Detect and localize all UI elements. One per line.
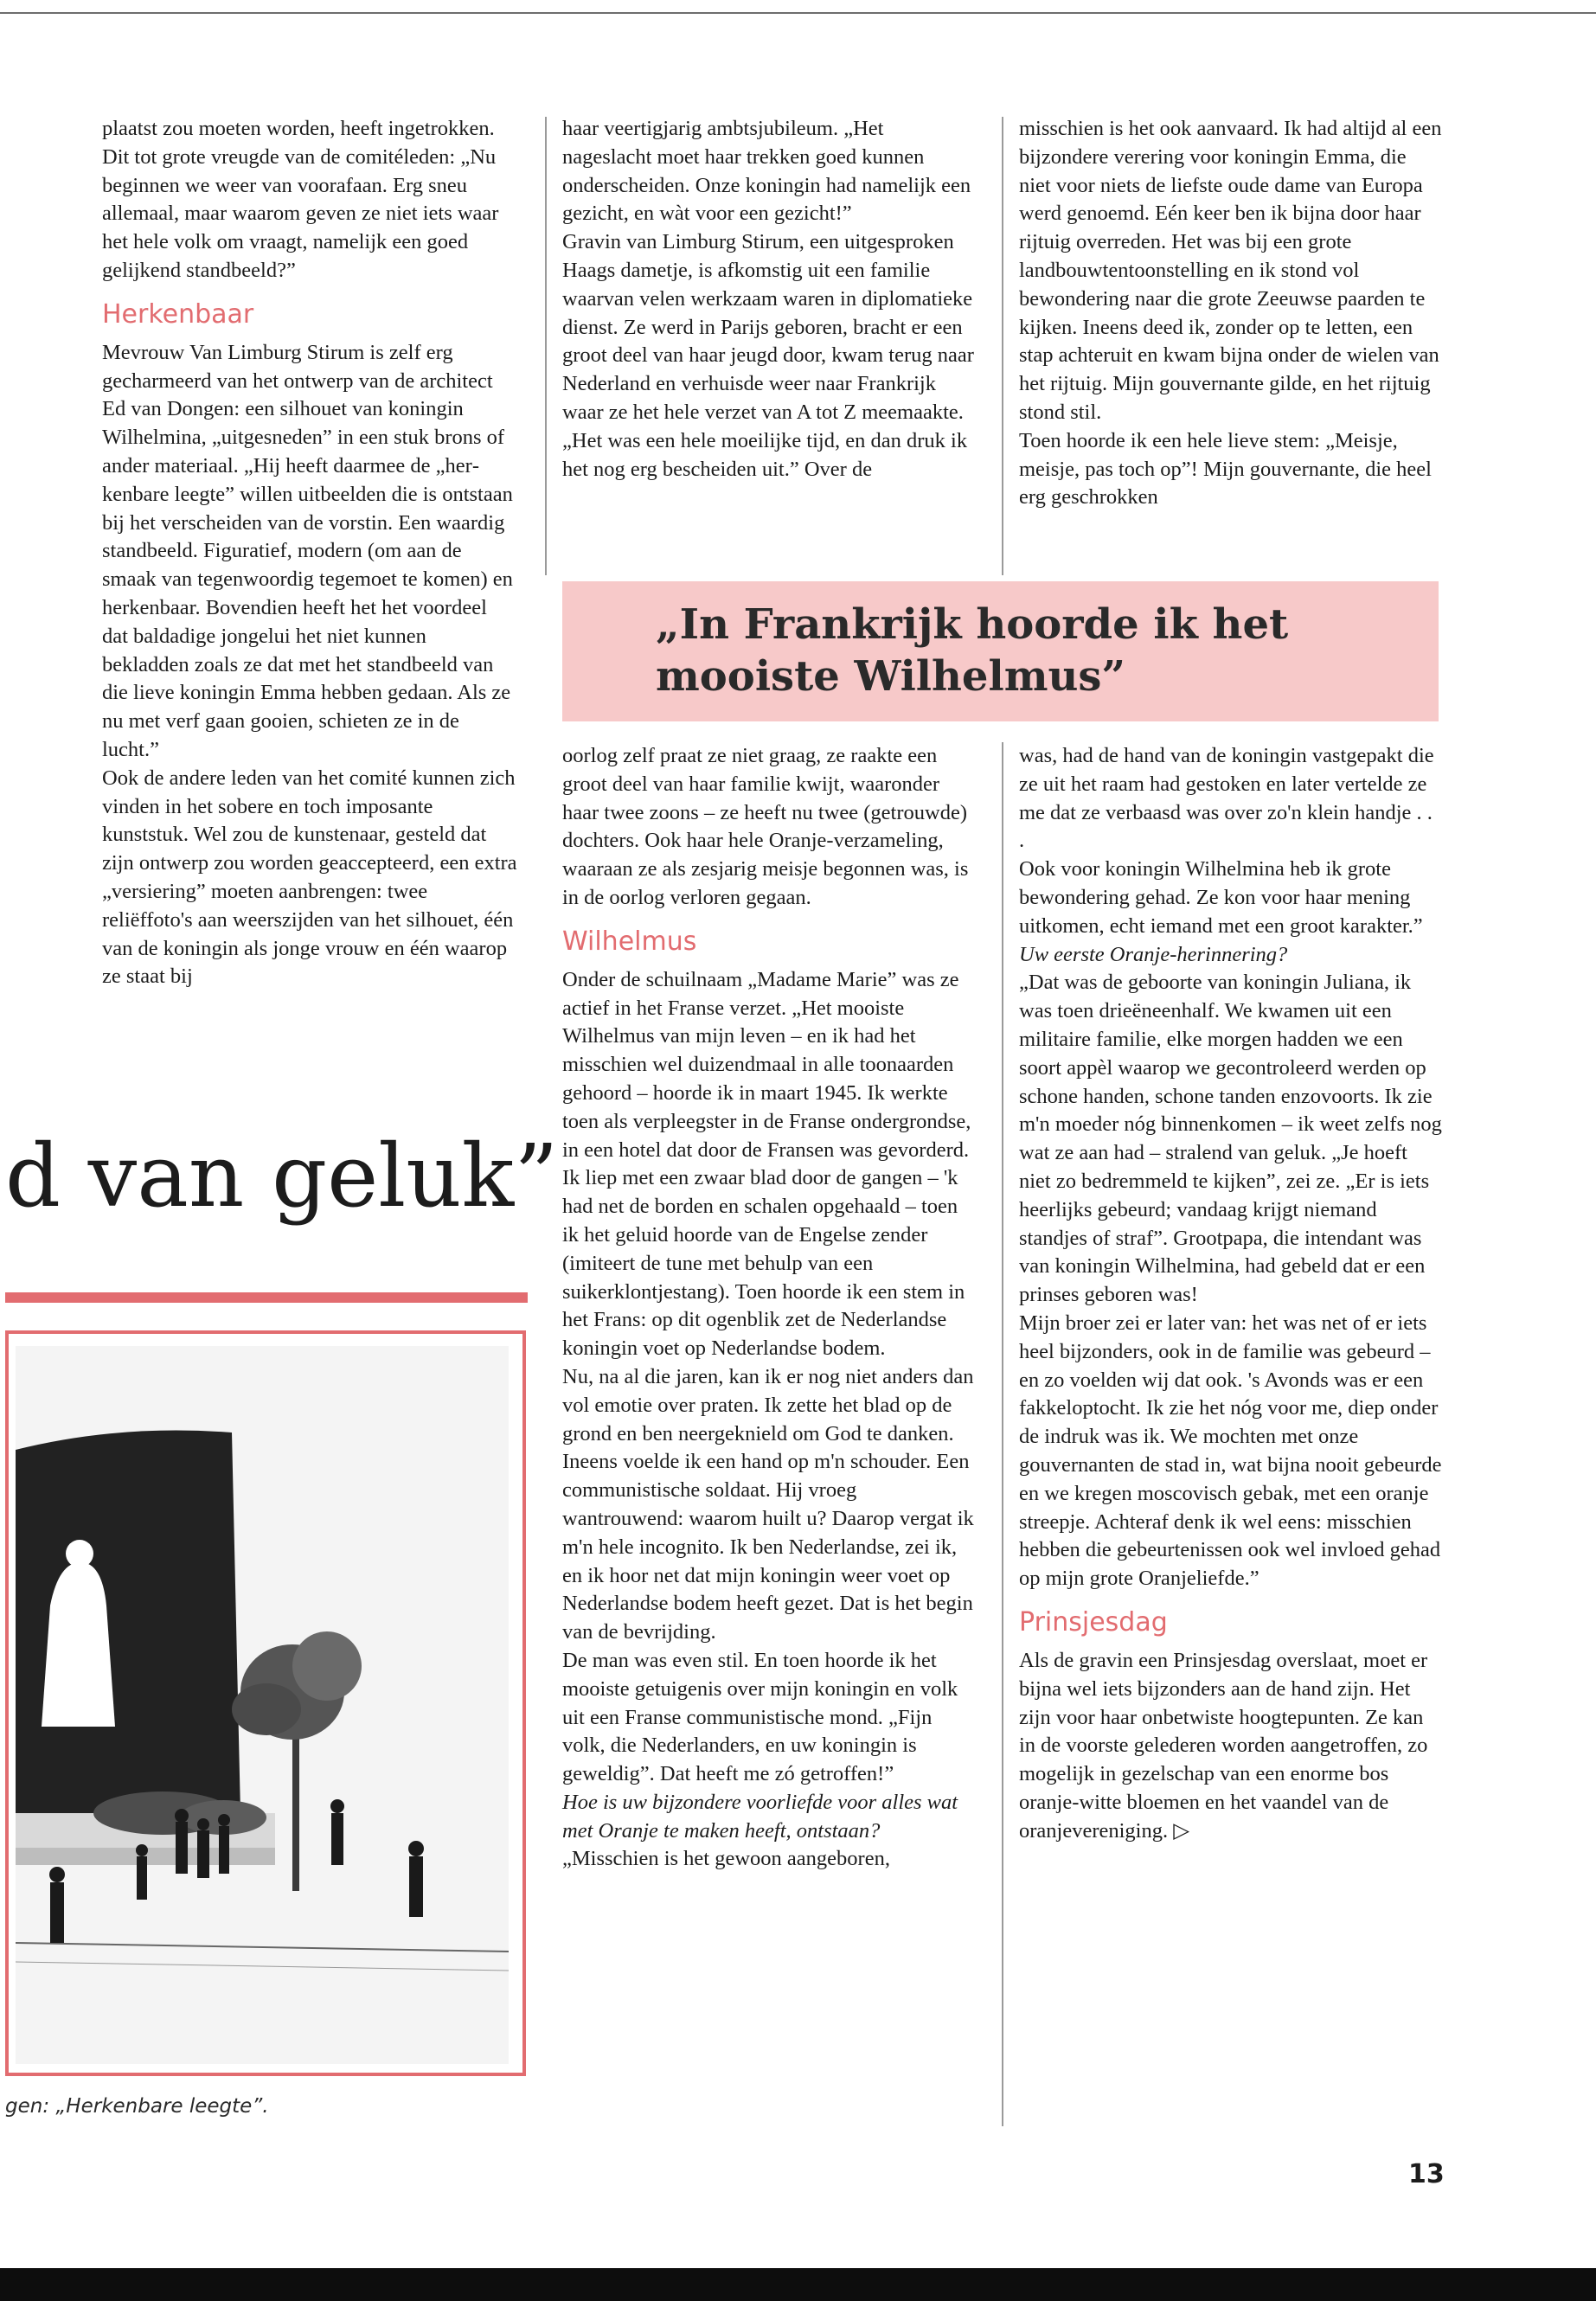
col2-top-paragraph-1: haar veertigjarig ambtsjubileum. „Het nageslacht moet haar trekken goed kunnen onderscheiden. Onze koningin had namelijk een gezicht, en wàt voor een gezicht!”	[562, 117, 971, 226]
col2-bottom-paragraph-2: Onder de schuilnaam „Madame Marie” was ze actief in het Franse verzet. „Het mooiste Wilhelmus van mijn leven – en ik had het misschien wel duizendmaal in alle toonaarden gehoord – hoorde ik in maart 1945. Ik werkte toen als verpleegster in de Franse ondergrondse, in een hotel dat door de Fransen was gevorderd. Ik liep met een zwaar blad door de gangen – 'k had net de borden en schalen opgehaald – toen ik het geluid hoorde van de Engelse zender (imiteert de tune met behulp van een suikerklontjestang). Toen hoorde ik een stem in het Frans: op dit ogenblik zet de Nederlandse koningin voet op Nederlandse bodem.	[562, 967, 971, 1361]
pull-quote: „In Frankrijk hoorde ik het mooiste Wilhelmus”	[656, 600, 1289, 701]
col3-bottom-paragraph-4: Mijn broer zei er later van: het was net of er iets heel bijzonders, ook in de familie was gebeurd – en zo voelden wij dat ook. 's Avonds was er een fakkeloptocht. Ik zie het nóg voor me, diep onder de indruk was ik. We mochten met onze gouvernanten de stad in, wat bijna nooit gebeurde en we kregen moscovisch gebak, met een oranje streepje. Achteraf denk ik wel eens: misschien hebben die gebeurtenissen ook wel invloed gehad op mijn grote Oranjeliefde.”	[1019, 1311, 1442, 1591]
article-title-fragment: d van geluk”	[5, 1125, 559, 1227]
col2-bottom-paragraph-4: De man was even stil. En toen hoorde ik het mooiste getuigenis over mijn koningin en volk uit een Franse communistische mond. „Fijn volk, die Nederlanders, en uw koningin is geweldig”. Dat heeft me zó getroffen!”	[562, 1648, 958, 1786]
subheading-herkenbaar: Herkenbaar	[102, 298, 254, 330]
column-2-top	[562, 115, 977, 484]
col3-bottom-paragraph-2: Ook voor koningin Wilhelmina heb ik grote bewondering gehad. Ze kon voor haar mening uitkomen, echt iemand met een groot karakter.”	[1019, 857, 1423, 938]
column-2-bottom	[562, 742, 977, 1874]
col3-top-paragraph-2: Toen hoorde ik een hele lieve stem: „Meisje, meisje, pas toch op”! Mijn gouvernante, die heel erg geschrokken	[1019, 428, 1432, 510]
column-divider	[1002, 742, 1003, 2126]
col3-bottom-paragraph-5: Als de gravin een Prinsjesdag overslaat, moet er bijna wel iets bijzonders aan de hand zijn. Het zijn voor haar onbetwiste hoogtepunten. Ze kan in de voorste gelederen worden aangetroffen, zo mogelijk in gezelschap van een enorme bos oranje-witte bloemen en het vaandel van de oranjevereniging. ▷	[1019, 1648, 1428, 1843]
col2-bottom-paragraph-3: Nu, na al die jaren, kan ik er nog niet anders dan vol emotie over praten. Ik zette het blad op de grond en ben neergeknield om God te danken. Ineens voelde ik een hand op m'n schouder. Een communistische soldaat. Hij vroeg wantrouwend: waarom huilt u? Daarop vergat ik m'n hele incognito. Ik ben Nederlandse, zei ik, en ik hoor net dat mijn koningin weer voet op Nederlandse bodem heeft gezet. Dat is het begin van de bevrijding.	[562, 1364, 974, 1644]
interview-question: Uw eerste Oranje-herinnering?	[1019, 942, 1288, 966]
col2-top-paragraph-2: Gravin van Limburg Stirum, een uitgesproken Haags dametje, is afkomstig uit een familie waarvan velen werkzaam waren in diplomatieke dienst. Ze werd in Parijs geboren, bracht er een groot deel van haar jeugd door, kwam terug naar Nederland en verhuisde weer naar Frankrijk waar ze het hele verzet van A tot Z meemaakte. „Het was een hele moeilijke tijd, en dan druk ik het nog erg bescheiden uit.” Over de	[562, 230, 974, 481]
bottom-edge	[0, 2268, 1596, 2301]
col3-bottom-paragraph-1: was, had de hand van de koningin vastgepakt die ze uit het raam had gestoken en later vertelde ze me dat ze verbaasd was over zo'n klein handje . . .	[1019, 744, 1434, 853]
subheading-wilhelmus: Wilhelmus	[562, 926, 697, 957]
col2-bottom-paragraph-5: „Misschien is het gewoon aangeboren,	[562, 1847, 890, 1871]
monument-model-photo	[16, 1346, 509, 2064]
interview-question: Hoe is uw bijzondere voorliefde voor alles wat met Oranje te maken heeft, ontstaan?	[562, 1790, 958, 1843]
col3-top-paragraph-1: misschien is het ook aanvaard. Ik had altijd al een bijzondere verering voor koningin Emma, die niet voor niets de liefste oude dame van Europa werd genoemd. Eén keer ben ik bijna door haar rijtuig overreden. Het was bij een grote landbouwtentoonstelling en ik stond vol bewondering naar die grote Zeeuwse paarden te kijken. Ineens deed ik, zonder op te letten, een stap achteruit en kwam bijna onder de wielen van het rijtuig. Mijn gouvernante gilde, en het rijtuig stond stil.	[1019, 117, 1442, 424]
column-divider	[1002, 117, 1003, 575]
col2-bottom-paragraph-1: oorlog zelf praat ze niet graag, ze raakte een groot deel van haar familie kwijt, waaronder haar twee zoons – ze heeft nu twee (getrouwde) dochters. Ook haar hele Oranje-verzameling, waaraan ze als zesjarig meisje begonnen was, is in de oorlog verloren gegaan.	[562, 744, 969, 909]
col1-paragraph-3: Ook de andere leden van het comité kunnen zich vinden in het sobere en toch imposante kunststuk. Wel zou de kunstenaar, gesteld dat zijn ontwerp zou worden geaccepteerd, een extra „versiering” moeten aanbrengen: twee reliëffoto's aan weerszijden van het silhouet, één van de koningin als jonge vrouw en één waarop ze staat bij	[102, 766, 517, 989]
column-1	[102, 115, 517, 991]
column-3-bottom	[1019, 742, 1443, 1845]
col3-bottom-paragraph-3: „Dat was de geboorte van koningin Juliana, ik was toen drieëneenhalf. We kwamen uit een militaire familie, elke morgen hadden we een soort appèl waarop we gecontroleerd werden op schone handen, schone tanden enzovoorts. Ik zie m'n moeder nóg binnenkomen – ik weet zelfs nog wat ze aan had – stralend van geluk. „Je hoeft niet zo bedremmeld te kijken”, zei ze. „Er is iets heerlijks gebeurd; vandaag krijgt niemand standjes of straf”. Grootpapa, die intendant was van koningin Wilhelmina, had gebeld dat er een prinses geboren was!	[1019, 971, 1442, 1307]
column-divider	[545, 117, 547, 575]
accent-bar	[5, 1292, 528, 1303]
column-3-top	[1019, 115, 1443, 512]
top-rule	[0, 12, 1596, 14]
col1-paragraph-2: Mevrouw Van Limburg Stirum is zelf erg gecharmeerd van het ontwerp van de architect Ed van Dongen: een silhouet van koningin Wilhelmina, „uitgesneden” in een stuk brons of ander materiaal. „Hij heeft daarmee de „herkenbare leegte” willen uitbeelden die is ontstaan bij het verscheiden van de vorstin. Een waardig standbeeld. Figuratief, modern (om aan de smaak van tegenwoordig tegemoet te komen) en herkenbaar. Bovendien heeft het het voordeel dat baldadige jongelui het niet kunnen bekladden zoals ze dat met het standbeeld van die lieve koningin Emma hebben gedaan. Als ze nu met verf gaan gooien, schieten ze in de lucht.”	[102, 340, 513, 761]
photo-caption: gen: „Herkenbare leegte”.	[5, 2095, 269, 2118]
col1-paragraph-1: plaatst zou moeten worden, heeft ingetrokken. Dit tot grote vreugde van de comitéleden: „Nu beginnen we weer van voorafaan. Erg sneu allemaal, maar waarom geven ze niet iets waar het hele volk om vraagt, namelijk een goed gelijkend standbeeld?”	[102, 117, 499, 282]
subheading-prinsjesdag: Prinsjesdag	[1019, 1606, 1168, 1638]
page-number: 13	[1408, 2159, 1445, 2189]
